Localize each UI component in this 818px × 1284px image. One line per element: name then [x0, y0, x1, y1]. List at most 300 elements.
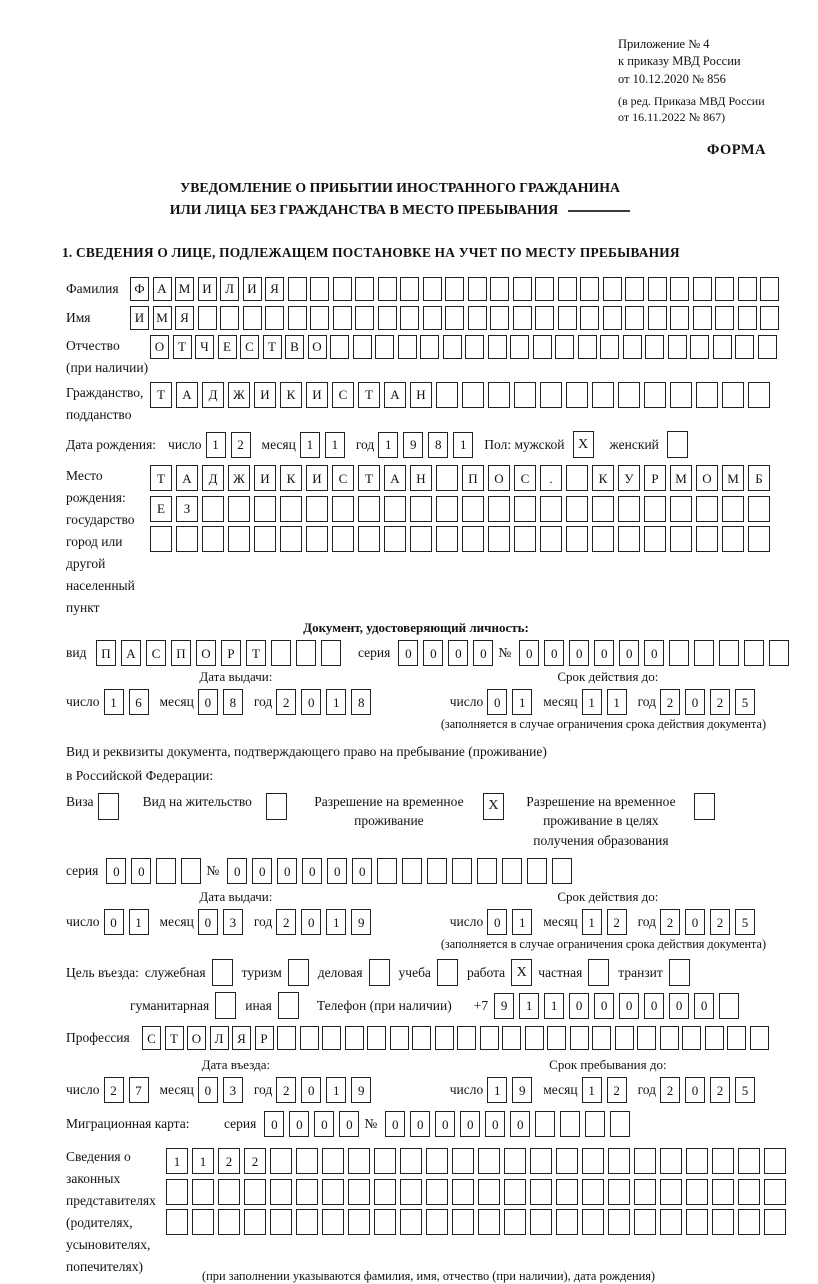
char-box	[333, 277, 352, 301]
legal-reps-cells-row1	[166, 1148, 790, 1174]
char-box: Р	[644, 465, 666, 491]
char-box: А	[153, 277, 172, 301]
char-box: 0	[448, 640, 468, 666]
char-box	[426, 1209, 448, 1235]
char-box	[560, 1111, 580, 1137]
identity-doc-dates	[66, 669, 766, 715]
legal-reps-label5: усыновителях,	[66, 1236, 151, 1252]
valid-until-heading: Срок действия до:	[557, 889, 659, 905]
purpose-study-label: учеба	[398, 964, 431, 980]
char-box	[648, 277, 667, 301]
char-box: 0	[385, 1111, 405, 1137]
edition-date-line: от 16.11.2022 № 867)	[618, 110, 726, 125]
char-box: Я	[265, 277, 284, 301]
char-box	[527, 858, 547, 884]
patronymic-sublabel: (при наличии)	[66, 359, 149, 375]
char-box	[400, 277, 419, 301]
char-box	[582, 1209, 604, 1235]
char-box	[374, 1179, 396, 1205]
migration-card-row	[66, 1111, 766, 1137]
purpose-business-label: деловая	[317, 964, 363, 980]
char-box	[580, 277, 599, 301]
day-label: число	[449, 914, 484, 930]
char-box	[355, 277, 374, 301]
char-box	[426, 1179, 448, 1205]
char-box	[412, 1026, 431, 1050]
char-box: 0	[410, 1111, 430, 1137]
char-box	[513, 306, 532, 330]
residence-doc-options	[66, 792, 766, 851]
char-box	[332, 526, 354, 552]
char-box: Н	[410, 382, 432, 408]
char-box	[502, 858, 522, 884]
char-box	[686, 1179, 708, 1205]
validity-note: (заполняется в случае ограничения срока действия документа)	[440, 937, 766, 952]
profession-label: Профессия	[66, 1030, 130, 1046]
char-box: 2	[660, 909, 680, 935]
char-box: 1	[378, 432, 398, 458]
char-box	[600, 335, 619, 359]
char-box: 0	[252, 858, 272, 884]
temp-residence-education-label: Разрешение на временное проживание в целях получения образования	[526, 793, 676, 848]
char-box	[727, 1026, 746, 1050]
sex-male-checkbox: X	[573, 431, 594, 458]
entry-date-heading: Дата въезда:	[201, 1057, 271, 1073]
char-box: 1	[300, 432, 320, 458]
char-box: 0	[473, 640, 493, 666]
char-box: 2	[218, 1148, 240, 1174]
char-box	[748, 496, 770, 522]
char-box	[615, 1026, 634, 1050]
char-box: С	[240, 335, 259, 359]
char-box	[686, 1209, 708, 1235]
char-box: 2	[710, 909, 730, 935]
char-box: 0	[569, 993, 589, 1019]
birthdate-label: Дата рождения:	[66, 436, 157, 452]
char-box: О	[488, 465, 510, 491]
char-box: 1	[582, 909, 602, 935]
char-box	[378, 277, 397, 301]
purpose-official-label: служебная	[144, 964, 206, 980]
purpose-label: Цель въезда:	[66, 964, 139, 980]
char-box	[764, 1209, 786, 1235]
char-box	[696, 526, 718, 552]
char-box	[198, 306, 217, 330]
char-box	[558, 277, 577, 301]
char-box	[540, 382, 562, 408]
char-box: 0	[301, 909, 321, 935]
char-box	[228, 526, 250, 552]
char-box	[348, 1209, 370, 1235]
year-label: год	[253, 914, 273, 930]
char-box	[443, 335, 462, 359]
char-box: 0	[619, 993, 639, 1019]
char-box	[400, 306, 419, 330]
char-box: 0	[198, 689, 218, 715]
sex-female-checkbox	[667, 431, 688, 458]
char-box: Е	[218, 335, 237, 359]
char-box	[288, 306, 307, 330]
char-box: Т	[150, 382, 172, 408]
birthplace-label-city: город или другой	[66, 533, 123, 571]
char-box: С	[332, 465, 354, 491]
doc-number-cells	[519, 640, 794, 666]
char-box: О	[187, 1026, 206, 1050]
char-box	[694, 640, 714, 666]
char-box	[634, 1179, 656, 1205]
char-box	[423, 306, 442, 330]
char-box	[580, 306, 599, 330]
char-box	[400, 1148, 422, 1174]
char-box: 1	[326, 909, 346, 935]
char-box	[452, 1179, 474, 1205]
citizenship-label2: подданство	[66, 406, 132, 422]
purpose-study-checkbox	[437, 959, 458, 986]
char-box	[712, 1148, 734, 1174]
char-box	[477, 858, 497, 884]
char-box: Я	[175, 306, 194, 330]
issue-date-heading: Дата выдачи:	[199, 889, 273, 905]
doc-series-cells	[398, 640, 498, 666]
char-box	[348, 1179, 370, 1205]
char-box	[693, 306, 712, 330]
char-box: 0	[485, 1111, 505, 1137]
char-box: 0	[685, 909, 705, 935]
char-box	[436, 526, 458, 552]
residence-option-residence-permit	[143, 792, 287, 820]
char-box	[578, 335, 597, 359]
month-label: месяц	[159, 1082, 194, 1098]
char-box: П	[96, 640, 116, 666]
char-box: М	[722, 465, 744, 491]
issue-month-cells	[198, 689, 248, 715]
residence-doc-dates	[66, 889, 766, 935]
char-box	[228, 496, 250, 522]
char-box	[660, 1148, 682, 1174]
identity-doc-row	[66, 640, 766, 666]
temp-residence-checkbox: X	[483, 793, 504, 820]
char-box: 0	[289, 1111, 309, 1137]
char-box: М	[670, 465, 692, 491]
char-box	[348, 1148, 370, 1174]
char-box: 0	[594, 993, 614, 1019]
char-box: 1	[582, 689, 602, 715]
res-issue-month-cells	[198, 909, 248, 935]
char-box	[648, 306, 667, 330]
char-box	[669, 640, 689, 666]
char-box	[585, 1111, 605, 1137]
char-box: И	[254, 465, 276, 491]
char-box: К	[280, 465, 302, 491]
legal-reps-cells-row3	[166, 1209, 790, 1235]
profession-cells	[142, 1026, 772, 1050]
char-box	[738, 306, 757, 330]
form-title	[34, 177, 766, 221]
char-box: С	[142, 1026, 161, 1050]
char-box	[634, 1148, 656, 1174]
char-box: 0	[301, 689, 321, 715]
char-box: А	[384, 382, 406, 408]
char-box: 0	[314, 1111, 334, 1137]
birthplace-label-state: государство	[66, 512, 135, 528]
char-box	[435, 1026, 454, 1050]
residence-permit-label: Вид на жительство	[142, 793, 252, 809]
char-box: Т	[358, 382, 380, 408]
char-box	[748, 382, 770, 408]
char-box	[490, 306, 509, 330]
visa-checkbox	[98, 793, 119, 820]
char-box: Е	[150, 496, 172, 522]
char-box: 6	[129, 689, 149, 715]
entry-dates	[66, 1057, 766, 1103]
char-box	[220, 306, 239, 330]
char-box: 0	[669, 993, 689, 1019]
char-box: 0	[302, 858, 322, 884]
char-box	[566, 526, 588, 552]
char-box	[488, 526, 510, 552]
char-box: Р	[221, 640, 241, 666]
char-box	[202, 526, 224, 552]
char-box	[490, 277, 509, 301]
phone-prefix: +7	[473, 997, 489, 1013]
doc-series-label: серия	[358, 645, 391, 661]
form-title-line1: УВЕДОМЛЕНИЕ О ПРИБЫТИИ ИНОСТРАННОГО ГРАЖДАНИНА	[180, 179, 620, 195]
doc-number-label: №	[498, 645, 512, 661]
char-box: 1	[582, 1077, 602, 1103]
char-box	[514, 526, 536, 552]
char-box: 0	[301, 1077, 321, 1103]
validity-note: (заполняется в случае ограничения срока действия документа)	[440, 717, 766, 732]
char-box: 0	[519, 640, 539, 666]
month-label: месяц	[159, 694, 194, 710]
char-box	[504, 1209, 526, 1235]
year-label: год	[253, 694, 273, 710]
title-blank-underline	[568, 208, 630, 212]
char-box: 9	[494, 993, 514, 1019]
residence-option-temp-residence	[303, 792, 504, 831]
residence-doc-heading1: Вид и реквизиты документа, подтверждающего право на пребывание (проживание)	[66, 744, 547, 760]
valid-until-heading: Срок действия до:	[557, 669, 659, 685]
char-box: Я	[232, 1026, 251, 1050]
char-box	[566, 382, 588, 408]
char-box	[530, 1209, 552, 1235]
temp-residence-education-checkbox	[694, 793, 715, 820]
char-box	[592, 382, 614, 408]
char-box: 0	[277, 858, 297, 884]
char-box	[488, 335, 507, 359]
legal-reps-cells-row2	[166, 1179, 790, 1205]
purpose-work-checkbox: X	[511, 959, 532, 986]
year-label: год	[637, 914, 656, 930]
birth-year-cells	[378, 432, 478, 458]
char-box: Ф	[130, 277, 149, 301]
purpose-other-label: иная	[245, 997, 272, 1013]
char-box: 1	[512, 909, 532, 935]
char-box	[603, 277, 622, 301]
char-box: 1	[544, 993, 564, 1019]
char-box	[306, 526, 328, 552]
char-box: 0	[569, 640, 589, 666]
char-box	[533, 335, 552, 359]
char-box	[468, 277, 487, 301]
char-box: 3	[223, 1077, 243, 1103]
char-box	[452, 858, 472, 884]
char-box: Т	[165, 1026, 184, 1050]
char-box	[367, 1026, 386, 1050]
char-box: 1	[326, 689, 346, 715]
char-box	[504, 1179, 526, 1205]
birth-month-cells	[300, 432, 350, 458]
migration-series-cells	[264, 1111, 364, 1137]
char-box	[410, 526, 432, 552]
firstname-row	[66, 306, 766, 330]
sex-male-label: Пол: мужской	[484, 436, 565, 452]
char-box: 0	[198, 909, 218, 935]
char-box	[468, 306, 487, 330]
char-box	[510, 335, 529, 359]
char-box: М	[175, 277, 194, 301]
char-box	[735, 335, 754, 359]
char-box	[514, 496, 536, 522]
order-line: к приказу МВД России	[618, 54, 741, 69]
char-box	[764, 1148, 786, 1174]
char-box	[535, 1111, 555, 1137]
purpose-humanitarian-checkbox	[215, 992, 236, 1019]
char-box: 9	[403, 432, 423, 458]
char-box: 1	[453, 432, 473, 458]
char-box	[345, 1026, 364, 1050]
char-box: И	[130, 306, 149, 330]
char-box	[330, 335, 349, 359]
citizenship-label1: Гражданство,	[66, 384, 144, 400]
year-label: год	[355, 436, 375, 452]
char-box: С	[514, 465, 536, 491]
stay-year-cells	[660, 1077, 760, 1103]
char-box: 0	[644, 993, 664, 1019]
day-label: число	[66, 1082, 100, 1098]
char-box	[150, 526, 172, 552]
char-box	[402, 858, 422, 884]
entry-year-cells	[276, 1077, 376, 1103]
char-box	[760, 277, 779, 301]
char-box: И	[243, 277, 262, 301]
char-box	[280, 526, 302, 552]
char-box	[478, 1148, 500, 1174]
char-box: 0	[487, 909, 507, 935]
char-box: 9	[351, 909, 371, 935]
char-box	[296, 1209, 318, 1235]
char-box	[525, 1026, 544, 1050]
char-box	[535, 306, 554, 330]
char-box	[384, 496, 406, 522]
char-box: Б	[748, 465, 770, 491]
char-box	[748, 526, 770, 552]
char-box	[634, 1209, 656, 1235]
char-box	[300, 1026, 319, 1050]
char-box: И	[306, 382, 328, 408]
char-box	[715, 306, 734, 330]
birthplace-block	[66, 465, 766, 618]
birthplace-cells-row2	[150, 496, 774, 522]
char-box	[465, 335, 484, 359]
char-box	[504, 1148, 526, 1174]
purpose-private-checkbox	[588, 959, 609, 986]
form-title-line2: ИЛИ ЛИЦА БЕЗ ГРАЖДАНСТВА В МЕСТО ПРЕБЫВАНИЯ	[169, 201, 559, 217]
char-box	[277, 1026, 296, 1050]
char-box	[296, 1179, 318, 1205]
char-box	[764, 1179, 786, 1205]
char-box	[488, 496, 510, 522]
char-box	[270, 1148, 292, 1174]
char-box	[218, 1179, 240, 1205]
char-box: Т	[263, 335, 282, 359]
char-box	[555, 335, 574, 359]
char-box	[400, 1209, 422, 1235]
char-box	[693, 277, 712, 301]
char-box	[166, 1209, 188, 1235]
char-box	[552, 858, 572, 884]
char-box: .	[540, 465, 562, 491]
char-box: С	[332, 382, 354, 408]
char-box: Т	[150, 465, 172, 491]
char-box: 0	[544, 640, 564, 666]
char-box: 0	[619, 640, 639, 666]
char-box: 3	[223, 909, 243, 935]
char-box: 0	[460, 1111, 480, 1137]
char-box	[156, 858, 176, 884]
char-box	[556, 1209, 578, 1235]
issue-day-cells	[104, 689, 154, 715]
char-box: 0	[644, 640, 664, 666]
birthplace-cells-row3	[150, 526, 774, 552]
char-box	[254, 526, 276, 552]
char-box: 0	[435, 1111, 455, 1137]
char-box	[310, 277, 329, 301]
char-box	[556, 1179, 578, 1205]
char-box	[270, 1179, 292, 1205]
char-box: Н	[410, 465, 432, 491]
char-box: А	[176, 465, 198, 491]
patronymic-cells	[150, 335, 780, 359]
char-box	[322, 1148, 344, 1174]
char-box: 0	[594, 640, 614, 666]
residence-doc-heading2: в Российской Федерации:	[66, 768, 214, 784]
char-box: Ж	[228, 465, 250, 491]
char-box: 0	[327, 858, 347, 884]
char-box	[427, 858, 447, 884]
char-box: 0	[398, 640, 418, 666]
purpose-tourism-checkbox	[288, 959, 309, 986]
char-box: 2	[660, 1077, 680, 1103]
char-box	[722, 496, 744, 522]
char-box	[592, 526, 614, 552]
valid-day-cells	[487, 689, 537, 715]
char-box: Т	[246, 640, 266, 666]
char-box	[625, 277, 644, 301]
char-box: О	[696, 465, 718, 491]
char-box	[488, 382, 510, 408]
char-box	[514, 382, 536, 408]
char-box	[582, 1148, 604, 1174]
char-box	[540, 496, 562, 522]
char-box	[535, 277, 554, 301]
char-box: Д	[202, 465, 224, 491]
char-box: 2	[231, 432, 251, 458]
char-box	[452, 1148, 474, 1174]
char-box: 1	[487, 1077, 507, 1103]
char-box: Л	[220, 277, 239, 301]
char-box: 1	[206, 432, 226, 458]
